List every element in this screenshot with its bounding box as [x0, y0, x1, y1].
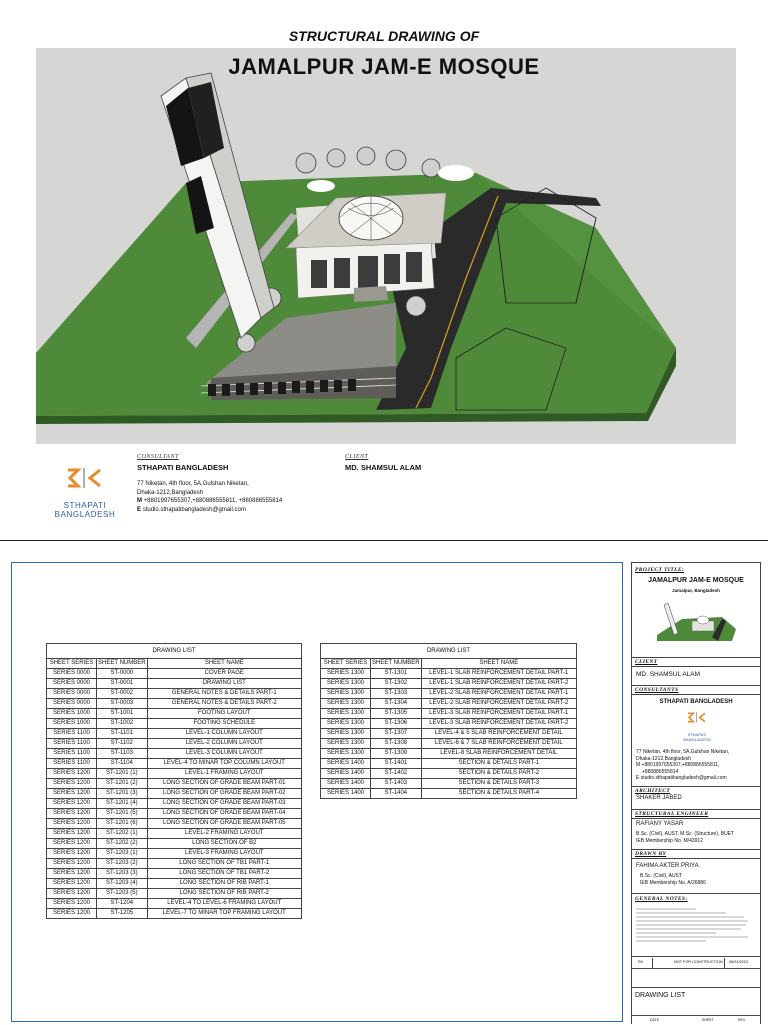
mosque-rendering	[36, 48, 736, 444]
project-thumbnail	[652, 597, 740, 647]
consultant-logo: STHAPATI BANGLADESH	[676, 709, 718, 739]
table-row	[47, 789, 302, 799]
drawn-by-label: DRAWN BY	[635, 851, 667, 857]
cell-sheet-series: SERIES 1200	[47, 779, 97, 789]
cell-sheet-name: LEVEL-7 TO MINAR TOP FRAMING LAYOUT	[147, 909, 301, 919]
table-row	[47, 879, 302, 889]
cell-sheet-name: FOOTING SCHEDULE	[147, 719, 301, 729]
cell-sheet-number: ST-1307	[371, 729, 422, 739]
cell-sheet-series: SERIES 1400	[321, 769, 371, 779]
cell-sheet-number: ST-0002	[97, 689, 148, 699]
cell-sheet-series: SERIES 1400	[321, 759, 371, 769]
table-row	[47, 749, 302, 759]
cell-sheet-number: ST-1203 (3)	[97, 869, 148, 879]
cell-sheet-number: ST-1306	[371, 719, 422, 729]
cell-sheet-series: SERIES 1200	[47, 829, 97, 839]
cell-sheet-series: SERIES 1000	[47, 719, 97, 729]
table-row	[47, 679, 302, 689]
table-row	[321, 699, 577, 709]
cell-sheet-series: SERIES 1100	[47, 739, 97, 749]
cell-sheet-number: ST-1403	[371, 779, 422, 789]
cell-sheet-number: ST-1202 (1)	[97, 829, 148, 839]
sheet-title: DRAWING LIST	[635, 992, 686, 999]
col-sheet-number: SHEET NUMBER	[97, 659, 148, 669]
cover-subtitle: STRUCTURAL DRAWING OF	[288, 28, 480, 44]
cell-sheet-series: SERIES 1100	[47, 749, 97, 759]
cell-sheet-number: ST-1201 (1)	[97, 769, 148, 779]
cell-sheet-series: SERIES 1200	[47, 799, 97, 809]
drawing-list-table-right	[320, 643, 577, 799]
cell-sheet-series: SERIES 1200	[47, 809, 97, 819]
table-row	[321, 719, 577, 729]
col-sheet-name: SHEET NAME	[147, 659, 301, 669]
general-notes-label: GENERAL NOTES:	[635, 896, 688, 902]
drawing-list-table-left	[46, 643, 302, 919]
table-row	[321, 679, 577, 689]
cell-sheet-number: ST-1203 (5)	[97, 889, 148, 899]
cell-sheet-name: LEVEL-3 SLAB REINFORCEMENT DETAIL PART-2	[421, 719, 576, 729]
cell-sheet-number: ST-1103	[97, 749, 148, 759]
cell-sheet-series: SERIES 1300	[321, 719, 371, 729]
cell-sheet-series: SERIES 0000	[47, 689, 97, 699]
table-row	[47, 839, 302, 849]
table-row	[321, 749, 577, 759]
cell-sheet-number: ST-1304	[371, 699, 422, 709]
cell-sheet-name: DRAWING LIST	[147, 679, 301, 689]
cell-sheet-name: SECTION & DETAILS PART-1	[421, 759, 576, 769]
sthapati-logo-icon	[50, 462, 120, 496]
table-row	[47, 909, 302, 919]
consultant-address: 77 Niketan, 4th floor, 5A,Gulshan Niketan, Dhaka-1212,Bangladesh M +8801997655307,+880886555811, +880886555814 E studio.sthapatibangladesh@gmail.com	[636, 749, 730, 781]
cell-sheet-name: LONG SECTION OF GRADE BEAM PART-01	[147, 779, 301, 789]
project-thumbnail-image	[652, 597, 740, 647]
cell-sheet-series: SERIES 1300	[321, 749, 371, 759]
cell-sheet-series: SERIES 1100	[47, 759, 97, 769]
table-row	[47, 669, 302, 679]
project-title: JAMALPUR JAM-E MOSQUE	[648, 577, 744, 584]
architect-name: SHAKER JABED	[636, 795, 682, 801]
cell-sheet-name: GENERAL NOTES & DETAILS PART-2	[147, 699, 301, 709]
table-row	[47, 859, 302, 869]
cell-sheet-number: ST-1401	[371, 759, 422, 769]
cell-sheet-name: LEVEL-1 SLAB REINFORCEMENT DETAIL PART-1	[421, 669, 576, 679]
cell-sheet-series: SERIES 1200	[47, 769, 97, 779]
engineer-label: STRUCTURAL ENGINEER	[635, 811, 709, 817]
table-row	[47, 719, 302, 729]
cell-sheet-series: SERIES 1200	[47, 789, 97, 799]
cell-sheet-name: LEVEL-1 FRAMING LAYOUT	[147, 769, 301, 779]
cell-sheet-number: ST-1201 (5)	[97, 809, 148, 819]
cell-sheet-name: LONG SECTION OF GRADE BEAM PART-02	[147, 789, 301, 799]
cell-sheet-number: ST-1309	[371, 749, 422, 759]
cell-sheet-number: ST-0003	[97, 699, 148, 709]
sthapati-logo	[50, 462, 120, 518]
cell-sheet-number: ST-1002	[97, 719, 148, 729]
cell-sheet-name: LONG SECTION OF B2	[147, 839, 301, 849]
cell-sheet-number: ST-1202 (2)	[97, 839, 148, 849]
table-row	[47, 849, 302, 859]
consultant-address: 77 Niketan, 4th floor, 5A,Gulshan Niketan, Dhaka-1212,Bangladesh M +8801997655307,+880886555811, +880886555814 E studio.sthapatibangladesh@gmail.com	[137, 481, 283, 513]
revision-row: R0 NOT FOR CONSTRUCTION 06/01/2023	[638, 960, 749, 964]
cell-sheet-number: ST-1303	[371, 689, 422, 699]
table-row	[47, 729, 302, 739]
cell-sheet-series: SERIES 1300	[321, 729, 371, 739]
cell-sheet-number: ST-1203 (4)	[97, 879, 148, 889]
cell-sheet-number: ST-1404	[371, 789, 422, 799]
drawn-by-qualifications: B.Sc. (Civil), AUST IEB Membership No. A/26886	[640, 873, 706, 886]
cell-sheet-series: SERIES 1200	[47, 869, 97, 879]
drawn-by-name: FAHIMA AKTER PRIYA	[636, 863, 699, 869]
cell-sheet-number: ST-1203 (2)	[97, 859, 148, 869]
cell-sheet-series: SERIES 1000	[47, 709, 97, 719]
col-sheet-series: SHEET SERIES	[47, 659, 97, 669]
cell-sheet-series: SERIES 1300	[321, 689, 371, 699]
cell-sheet-series: SERIES 1300	[321, 739, 371, 749]
table-row	[321, 689, 577, 699]
cell-sheet-series: SERIES 1200	[47, 839, 97, 849]
cell-sheet-number: ST-1203 (1)	[97, 849, 148, 859]
client-label: CLIENT	[345, 454, 369, 460]
cell-sheet-series: SERIES 1300	[321, 709, 371, 719]
engineer-qualifications: B.Sc. (Civil), AUST, M.Sc. (Structure), BUET IEB Membership No. M/43912	[636, 831, 735, 844]
table-row	[47, 799, 302, 809]
cell-sheet-number: ST-1201 (4)	[97, 799, 148, 809]
cell-sheet-name: LEVEL-2 SLAB REINFORCEMENT DETAIL PART-1	[421, 689, 576, 699]
table-row	[321, 709, 577, 719]
col-sheet-series: SHEET SERIES	[321, 659, 371, 669]
client-name: MD. SHAMSUL ALAM	[345, 463, 422, 472]
cell-sheet-number: ST-1001	[97, 709, 148, 719]
table-row	[47, 889, 302, 899]
architect-label: ARCHITECT	[635, 788, 671, 794]
cell-sheet-series: SERIES 1200	[47, 819, 97, 829]
cell-sheet-number: ST-1302	[371, 679, 422, 689]
table-row	[47, 699, 302, 709]
cell-sheet-name: LEVEL-3 COLUMN LAYOUT	[147, 749, 301, 759]
cell-sheet-name: FOOTING LAYOUT	[147, 709, 301, 719]
cell-sheet-number: ST-1201 (2)	[97, 779, 148, 789]
cell-sheet-name: LEVEL-4 TO LEVEL-6 FRAMING LAYOUT	[147, 899, 301, 909]
project-location: Jamalpur, Bangladesh	[672, 588, 720, 593]
cell-sheet-name: SECTION & DETAILS PART-4	[421, 789, 576, 799]
page-divider	[0, 540, 768, 541]
cell-sheet-name: LEVEL-8 SLAB REINFORCEMENT DETAIL	[421, 749, 576, 759]
client-label: CLIENT	[635, 659, 658, 665]
cell-sheet-number: ST-1201 (6)	[97, 819, 148, 829]
cell-sheet-series: SERIES 1200	[47, 859, 97, 869]
cell-sheet-series: SERIES 1400	[321, 779, 371, 789]
fine-print-lines	[636, 907, 756, 947]
cell-sheet-series: SERIES 1400	[321, 789, 371, 799]
drawing-list-caption: DRAWING LIST	[320, 643, 577, 658]
mosque-3d-render-image	[36, 48, 736, 444]
consultant-name: STHAPATI BANGLADESH	[137, 463, 229, 472]
cell-sheet-name: LONG SECTION OF RIB PART-1	[147, 879, 301, 889]
engineer-name: RAFIANY YASAR	[636, 821, 684, 827]
cell-sheet-name: LEVEL-2 FRAMING LAYOUT	[147, 829, 301, 839]
cell-sheet-name: GENERAL NOTES & DETAILS PART-1	[147, 689, 301, 699]
client-name: MD. SHAMSUL ALAM	[636, 671, 701, 678]
cell-sheet-series: SERIES 1200	[47, 909, 97, 919]
consultants-label: CONSULTANTS	[635, 687, 679, 693]
drawing-list-caption: DRAWING LIST	[46, 643, 302, 658]
table-row	[321, 769, 577, 779]
table-row	[47, 809, 302, 819]
cell-sheet-series: SERIES 1200	[47, 899, 97, 909]
col-sheet-name: SHEET NAME	[421, 659, 576, 669]
cell-sheet-series: SERIES 1300	[321, 669, 371, 679]
cell-sheet-number: ST-1201 (3)	[97, 789, 148, 799]
cell-sheet-number: ST-1102	[97, 739, 148, 749]
table-row	[321, 759, 577, 769]
cell-sheet-number: ST-1402	[371, 769, 422, 779]
cell-sheet-series: SERIES 1200	[47, 879, 97, 889]
sthapati-logo-icon	[676, 709, 718, 727]
cell-sheet-name: COVER PAGE	[147, 669, 301, 679]
cell-sheet-name: LEVEL-3 SLAB REINFORCEMENT DETAIL PART-1	[421, 709, 576, 719]
table-row	[47, 769, 302, 779]
cell-sheet-number: ST-0001	[97, 679, 148, 689]
cell-sheet-name: LONG SECTION OF GRADE BEAM PART-03	[147, 799, 301, 809]
cell-sheet-number: ST-1301	[371, 669, 422, 679]
consultant-name: STHAPATI BANGLADESH	[659, 699, 733, 705]
cell-sheet-series: SERIES 1100	[47, 729, 97, 739]
col-sheet-number: SHEET NUMBER	[371, 659, 422, 669]
logo-text-1: STHAPATI	[63, 501, 107, 510]
table-row	[321, 729, 577, 739]
cell-sheet-series: SERIES 0000	[47, 679, 97, 689]
cell-sheet-name: LEVEL-6 & 7 SLAB REINFORCEMENT DETAIL	[421, 739, 576, 749]
cell-sheet-series: SERIES 1300	[321, 679, 371, 689]
cell-sheet-number: ST-1205	[97, 909, 148, 919]
table-row	[47, 689, 302, 699]
logo-text-2: BANGLADESH	[54, 510, 116, 519]
title-block	[631, 562, 761, 1024]
cell-sheet-series: SERIES 1300	[321, 699, 371, 709]
table-row	[321, 739, 577, 749]
table-row	[321, 779, 577, 789]
sheet-info-row: DATE SHEET REV	[650, 1018, 746, 1022]
consultant-label: CONSULTANT	[137, 454, 179, 460]
table-row	[47, 899, 302, 909]
cell-sheet-name: SECTION & DETAILS PART-2	[421, 769, 576, 779]
general-notes-text	[636, 907, 756, 952]
cell-sheet-series: SERIES 0000	[47, 669, 97, 679]
cell-sheet-number: ST-1308	[371, 739, 422, 749]
cell-sheet-series: SERIES 0000	[47, 699, 97, 709]
cell-sheet-name: LONG SECTION OF TB1 PART-1	[147, 859, 301, 869]
cell-sheet-name: LEVEL-4 TO MINAR TOP COLUMN LAYOUT	[147, 759, 301, 769]
cell-sheet-number: ST-1305	[371, 709, 422, 719]
cell-sheet-series: SERIES 1200	[47, 849, 97, 859]
cell-sheet-name: LONG SECTION OF TB1 PART-2	[147, 869, 301, 879]
cell-sheet-series: SERIES 1200	[47, 889, 97, 899]
cell-sheet-name: LONG SECTION OF GRADE BEAM PART-05	[147, 819, 301, 829]
cell-sheet-name: LEVEL-3 FRAMING LAYOUT	[147, 849, 301, 859]
table-row	[47, 739, 302, 749]
table-row	[47, 819, 302, 829]
table-row	[47, 829, 302, 839]
project-title-label: PROJECT TITLE:	[635, 567, 685, 573]
cell-sheet-name: LEVEL-4 & 5 SLAB REINFORCEMENT DETAIL	[421, 729, 576, 739]
cell-sheet-name: LEVEL-2 COLUMN LAYOUT	[147, 739, 301, 749]
cell-sheet-number: ST-0000	[97, 669, 148, 679]
cell-sheet-number: ST-1104	[97, 759, 148, 769]
cell-sheet-number: ST-1101	[97, 729, 148, 739]
table-row	[47, 779, 302, 789]
cell-sheet-number: ST-1204	[97, 899, 148, 909]
table-row	[321, 789, 577, 799]
cell-sheet-name: LEVEL-1 COLUMN LAYOUT	[147, 729, 301, 739]
cell-sheet-name: SECTION & DETAILS PART-3	[421, 779, 576, 789]
cover-title: JAMALPUR JAM-E MOSQUE	[228, 54, 540, 79]
cover-info-strip	[36, 448, 736, 528]
table-row	[47, 709, 302, 719]
cell-sheet-name: LONG SECTION OF RIB PART-2	[147, 889, 301, 899]
cell-sheet-name: LEVEL-2 SLAB REINFORCEMENT DETAIL PART-2	[421, 699, 576, 709]
table-row	[47, 869, 302, 879]
cell-sheet-name: LEVEL-1 SLAB REINFORCEMENT DETAIL PART-2	[421, 679, 576, 689]
table-row	[321, 669, 577, 679]
cell-sheet-name: LONG SECTION OF GRADE BEAM PART-04	[147, 809, 301, 819]
table-row	[47, 759, 302, 769]
